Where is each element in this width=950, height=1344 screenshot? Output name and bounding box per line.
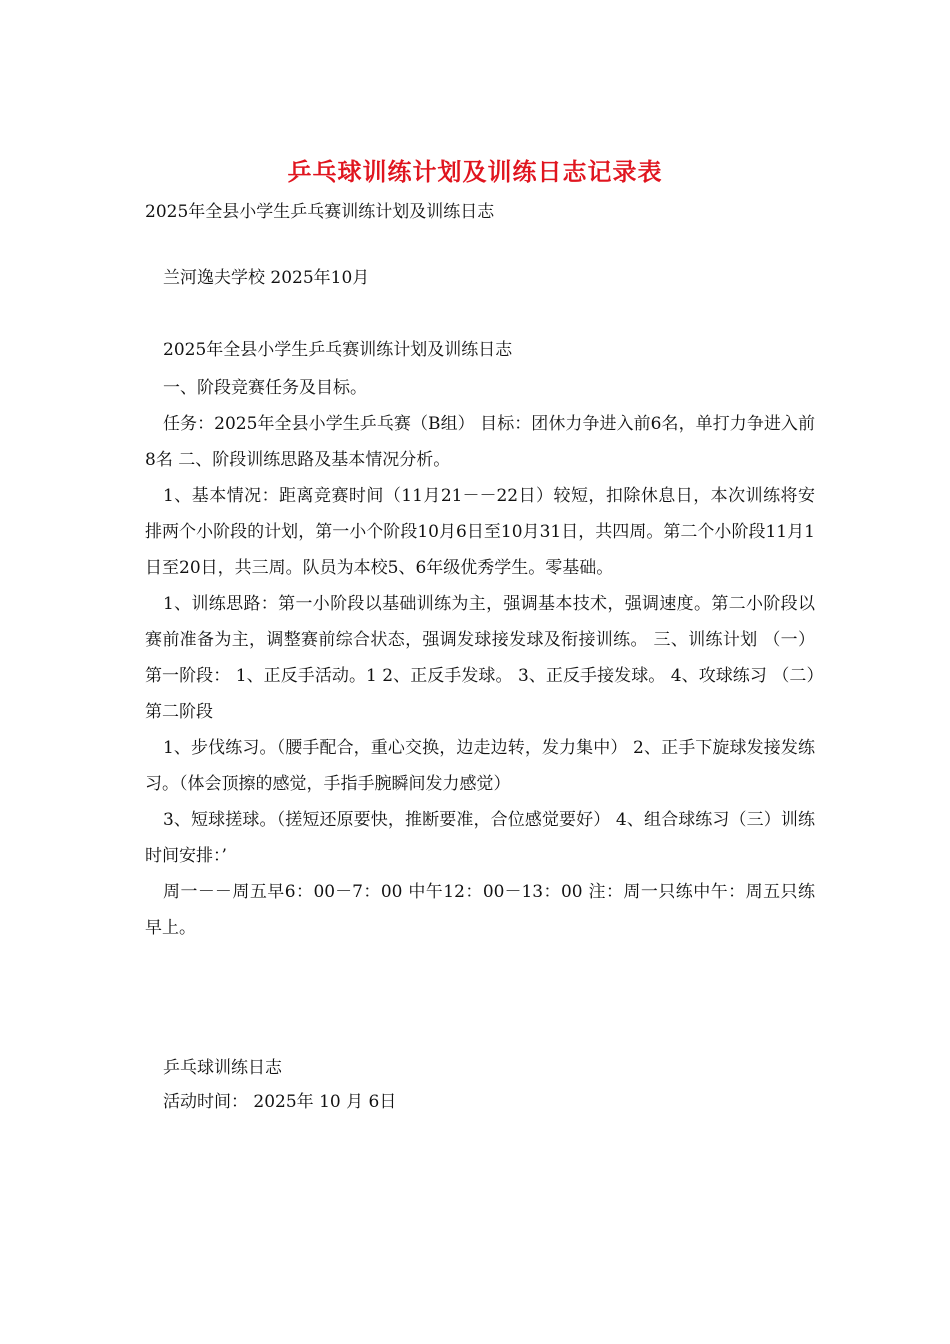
- activity-time: 活动时间： 2025年 10 月 6日: [163, 1092, 397, 1112]
- section-heading: 2025年全县小学生乒乓赛训练计划及训练日志: [163, 340, 513, 360]
- paragraph-basic-situation: 1、基本情况：距离竞赛时间（11月21－－22日）较短，扣除休息日，本次训练将安排两个小阶段的计划，第一小个阶段10月6日至10月31日，共四周。第二个小阶段11月1日至20日，共三周。队员为本校5、6年级优秀学生。零基础。: [145, 486, 815, 578]
- paragraph-schedule: 周一－－周五早6：00－7：00 中午12：00－13：00 注：周一只练中午：周五只练早上。: [145, 882, 815, 938]
- plan-body: [145, 370, 815, 946]
- paragraph-short-ball: 3、短球搓球。（搓短还原要快，推断要准，合位感觉要好） 4、组合球练习（三）训练时间安排：’: [145, 810, 815, 866]
- paragraph-stage-goals: 一、阶段竞赛任务及目标。: [163, 378, 367, 398]
- paragraph-task-target: 任务：2025年全县小学生乒乓赛（B组） 目标：团休力争进入前6名，单打力争进入前8名 二、阶段训练思路及基本情况分析。: [145, 414, 815, 470]
- school-date-line: 兰河逸夫学校 2025年10月: [163, 268, 370, 288]
- paragraph-training-approach: 1、训练思路：第一小阶段以基础训练为主，强调基本技术，强调速度。第二小阶段以赛前准备为主，调整赛前综合状态，强调发球接发球及衔接训练。 三、训练计划 （一）第一阶段： 1、正反手活动。1 2、正反手发球。 3、正反手接发球。 4、攻球练习 （二）第二阶段: [145, 594, 815, 722]
- paragraph-footwork: 1、步伐练习。（腰手配合，重心交换，边走边转，发力集中） 2、正手下旋球发接发练习。（体会顶擦的感觉，手指手腕瞬间发力感觉）: [145, 738, 815, 794]
- document-subtitle: 2025年全县小学生乒乓赛训练计划及训练日志: [145, 202, 495, 222]
- log-heading: 乒乓球训练日志: [163, 1058, 282, 1078]
- document-title: 乒乓球训练计划及训练日志记录表: [287, 157, 663, 186]
